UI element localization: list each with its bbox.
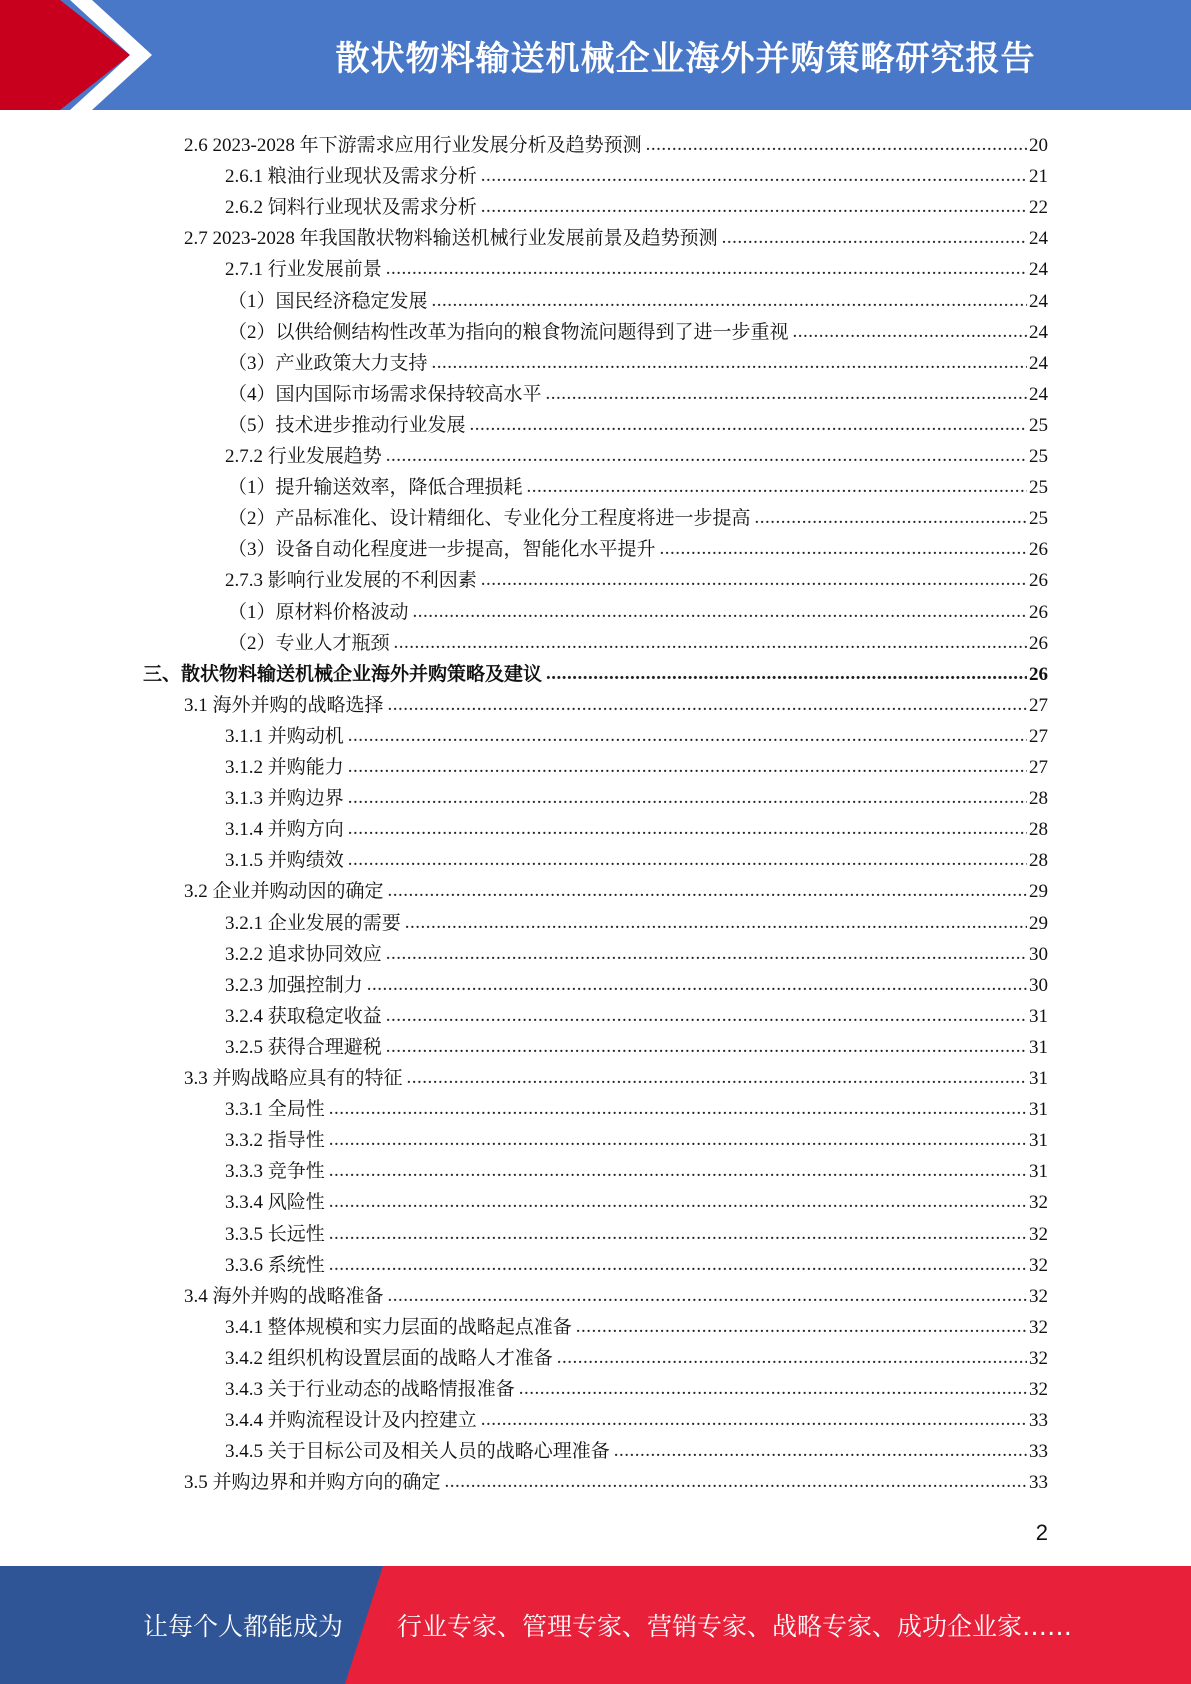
toc-entry[interactable] [225, 1183, 1048, 1214]
toc-entry-title: 3.4.2 组织机构设置层面的战略人才准备 [225, 1347, 553, 1369]
toc-dot-leader [348, 849, 1027, 871]
toc-entry-title: 3.2 企业并购动因的确定 [184, 881, 384, 903]
toc-entry-title: 3.1.3 并购边界 [225, 788, 344, 810]
toc-entry[interactable] [184, 219, 1048, 250]
toc-entry[interactable] [225, 966, 1048, 997]
toc-dot-leader [546, 383, 1027, 405]
toc-entry-title: （5）技术进步推动行业发展 [228, 414, 466, 436]
toc-dot-leader [405, 912, 1027, 934]
toc-entry[interactable] [184, 126, 1048, 157]
toc-entry-page: 27 [1029, 694, 1048, 716]
toc-entry-page: 26 [1029, 663, 1048, 685]
toc-entry[interactable] [184, 872, 1048, 903]
toc-entry-page: 24 [1029, 352, 1048, 374]
toc-entry-title: 3.2.1 企业发展的需要 [225, 912, 401, 934]
toc-entry-title: （3）产业政策大力支持 [228, 352, 428, 374]
toc-entry-page: 25 [1029, 414, 1048, 436]
toc-entry-title: 3.3.5 长远性 [225, 1223, 325, 1245]
toc-entry-page: 30 [1029, 974, 1048, 996]
toc-entry-title: 3.2.3 加强控制力 [225, 974, 363, 996]
toc-entry-title: 3.3.1 全局性 [225, 1099, 325, 1121]
toc-entry-page: 32 [1029, 1192, 1048, 1214]
toc-entry-page: 28 [1029, 850, 1048, 872]
toc-entry-title: （3）设备自动化程度进一步提高，智能化水平提升 [228, 539, 656, 561]
toc-entry[interactable] [228, 406, 1048, 437]
toc-dot-leader [722, 227, 1027, 249]
toc-entry[interactable] [228, 375, 1048, 406]
toc-entry[interactable] [228, 624, 1048, 655]
footer-slogan-right: 行业专家、管理专家、营销专家、战略专家、成功企业家…… [397, 1612, 1073, 1641]
toc-entry-title: 3.4.3 关于行业动态的战略情报准备 [225, 1379, 515, 1400]
toc-dot-leader [557, 1347, 1027, 1369]
toc-entry-title: 3.1.5 并购绩效 [225, 850, 344, 872]
toc-dot-leader [329, 1129, 1027, 1151]
toc-dot-leader [367, 974, 1027, 996]
toc-entry-page: 28 [1029, 788, 1048, 810]
toc-entry[interactable] [228, 282, 1048, 313]
toc-entry-title: （2）以供给侧结构性改革为指向的粮食物流问题得到了进一步重视 [228, 321, 789, 343]
toc-entry-title: 3.4 海外并购的战略准备 [184, 1285, 384, 1307]
toc-entry-title: 3.4.4 并购流程设计及内控建立 [225, 1410, 477, 1432]
toc-dot-leader [386, 1005, 1027, 1027]
toc-dot-leader [329, 1254, 1027, 1276]
toc-entry-title: 3.2.2 追求协同效应 [225, 943, 382, 965]
toc-entry[interactable] [225, 157, 1048, 188]
toc-entry-page: 29 [1029, 881, 1048, 903]
toc-entry-page: 32 [1029, 1223, 1048, 1245]
toc-entry-page: 24 [1029, 321, 1048, 343]
toc-entry-title: （2）产品标准化、设计精细化、专业化分工程度将进一步提高 [228, 508, 751, 530]
toc-entry-page: 22 [1029, 197, 1048, 219]
toc-entry-title: 2.7.1 行业发展前景 [225, 259, 382, 281]
toc-dot-leader [329, 1191, 1027, 1213]
toc-entry-page: 33 [1029, 1410, 1048, 1432]
toc-dot-leader [386, 1036, 1027, 1058]
toc-entry-title: 三、散状物料输送机械企业海外并购策略及建议 [143, 663, 543, 685]
toc-entry-page: 33 [1029, 1472, 1048, 1494]
toc-entry-page: 31 [1029, 1161, 1048, 1183]
toc-entry[interactable] [225, 437, 1048, 468]
toc-entry-title: 2.6 2023-2028 年下游需求应用行业发展分析及趋势预测 [184, 135, 642, 156]
report-title: 散状物料输送机械企业海外并购策略研究报告 [335, 38, 1036, 79]
toc-entry[interactable] [225, 997, 1048, 1028]
toc-dot-leader [388, 694, 1027, 716]
toc-entry-page: 31 [1029, 1036, 1048, 1058]
toc-entry-page: 26 [1029, 601, 1048, 623]
toc-entry-page: 24 [1029, 383, 1048, 405]
toc-entry[interactable] [225, 1152, 1048, 1183]
toc-entry-page: 30 [1029, 943, 1048, 965]
toc-entry-page: 32 [1029, 1316, 1048, 1338]
toc-entry[interactable] [228, 499, 1048, 530]
toc-entry[interactable] [184, 686, 1048, 717]
toc-dot-leader [386, 445, 1027, 467]
toc-entry-title: 3.4.1 整体规模和实力层面的战略起点准备 [225, 1316, 572, 1338]
toc-entry[interactable] [225, 1370, 1048, 1401]
toc-entry[interactable] [228, 530, 1048, 561]
toc-dot-leader [481, 165, 1027, 187]
toc-entry-title: （1）提升输送效率，降低合理损耗 [228, 477, 523, 499]
toc-dot-leader [394, 632, 1027, 654]
toc-entry[interactable] [184, 1277, 1048, 1308]
toc-entry-page: 27 [1029, 757, 1048, 778]
toc-dot-leader [481, 1409, 1027, 1431]
toc-entry-title: （1）国民经济稳定发展 [228, 290, 428, 312]
toc-entry-title: （4）国内国际市场需求保持较高水平 [228, 383, 542, 405]
toc-dot-leader [348, 756, 1027, 778]
toc-entry[interactable] [225, 841, 1048, 872]
toc-entry[interactable] [225, 561, 1048, 592]
toc-entry-title: 3.3.2 指导性 [225, 1130, 325, 1152]
toc-entry[interactable] [225, 1339, 1048, 1370]
toc-entry-title: 3.3.4 风险性 [225, 1192, 325, 1214]
toc-entry-title: 3.1.4 并购方向 [225, 819, 344, 841]
toc-dot-leader [348, 787, 1027, 809]
toc-entry[interactable] [228, 593, 1048, 624]
toc-entry-title: 2.7.2 行业发展趋势 [225, 446, 382, 467]
toc-entry-title: 3.1.1 并购动机 [225, 725, 344, 747]
toc-entry-page: 25 [1029, 446, 1048, 467]
toc-dot-leader [388, 1285, 1027, 1307]
toc-entry-page: 32 [1029, 1347, 1048, 1369]
toc-dot-leader [519, 1378, 1027, 1400]
toc-dot-leader [793, 321, 1027, 343]
toc-entry[interactable] [225, 779, 1048, 810]
toc-entry-page: 25 [1029, 477, 1048, 499]
toc-entry[interactable] [225, 1215, 1048, 1246]
toc-entry-page: 31 [1029, 1005, 1048, 1027]
toc-dot-leader [386, 943, 1027, 965]
toc-entry-page: 27 [1029, 725, 1048, 747]
toc-entry[interactable] [228, 313, 1048, 344]
toc-entry-title: 2.7.3 影响行业发展的不利因素 [225, 570, 477, 592]
toc-entry-title: 3.1 海外并购的战略选择 [184, 694, 384, 716]
toc-entry[interactable] [225, 1401, 1048, 1432]
toc-entry-page: 32 [1029, 1285, 1048, 1307]
toc-dot-leader [329, 1098, 1027, 1120]
toc-dot-leader [470, 414, 1027, 436]
toc-entry-page: 25 [1029, 508, 1048, 530]
toc-dot-leader [386, 258, 1027, 280]
toc-dot-leader [329, 1160, 1027, 1182]
toc-entry-page: 29 [1029, 912, 1048, 934]
toc-entry[interactable] [225, 717, 1048, 748]
toc-entry-title: （2）专业人才瓶颈 [228, 632, 390, 654]
toc-entry[interactable] [225, 250, 1048, 281]
toc-entry-page: 24 [1029, 259, 1048, 281]
toc-dot-leader [445, 1471, 1027, 1493]
toc-entry-page: 20 [1029, 135, 1048, 156]
toc-dot-leader [527, 476, 1027, 498]
toc-entry-page: 31 [1029, 1099, 1048, 1121]
toc-entry-page: 24 [1029, 228, 1048, 250]
toc-entry[interactable] [225, 188, 1048, 219]
toc-entry-page: 32 [1029, 1254, 1048, 1276]
toc-entry[interactable] [225, 904, 1048, 935]
toc-entry-title: 2.6.2 饲料行业现状及需求分析 [225, 197, 477, 219]
toc-entry-page: 31 [1029, 1130, 1048, 1152]
toc-entry[interactable] [225, 1308, 1048, 1339]
toc-entry[interactable] [225, 1121, 1048, 1152]
toc-entry-title: 3.3.3 竞争性 [225, 1161, 325, 1183]
toc-dot-leader [413, 601, 1027, 623]
toc-dot-leader [348, 725, 1027, 747]
toc-entry[interactable] [143, 655, 1048, 686]
toc-entry[interactable] [225, 1090, 1048, 1121]
toc-dot-leader [388, 880, 1027, 902]
toc-dot-leader [432, 290, 1027, 312]
toc-dot-leader [481, 196, 1027, 218]
toc-entry[interactable] [225, 1246, 1048, 1277]
toc-entry-title: 3.2.5 获得合理避税 [225, 1036, 382, 1058]
toc-entry-page: 26 [1029, 632, 1048, 654]
toc-dot-leader [614, 1440, 1027, 1462]
toc-entry-page: 28 [1029, 819, 1048, 841]
toc-entry-title: 3.3 并购战略应具有的特征 [184, 1068, 403, 1089]
toc-entry-title: 3.1.2 并购能力 [225, 757, 344, 778]
toc-dot-leader [646, 134, 1027, 156]
toc-entry-title: 3.3.6 系统性 [225, 1254, 325, 1276]
toc-entry-title: 2.7 2023-2028 年我国散状物料输送机械行业发展前景及趋势预测 [184, 228, 718, 250]
toc-entry-title: （1）原材料价格波动 [228, 601, 409, 623]
toc-dot-leader [481, 569, 1027, 591]
page-header [0, 0, 1191, 110]
toc-dot-leader [432, 352, 1027, 374]
toc-dot-leader [329, 1223, 1027, 1245]
toc-entry-page: 26 [1029, 539, 1048, 561]
toc-entry[interactable] [225, 1432, 1048, 1463]
toc-entry-page: 32 [1029, 1379, 1048, 1400]
toc-entry-page: 24 [1029, 290, 1048, 312]
toc-entry[interactable] [228, 344, 1048, 375]
toc-entry-title: 2.6.1 粮油行业现状及需求分析 [225, 166, 477, 188]
toc-entry-page: 21 [1029, 166, 1048, 188]
toc-entry[interactable] [184, 1059, 1048, 1090]
toc-entry[interactable] [225, 1028, 1048, 1059]
toc-dot-leader [755, 507, 1027, 529]
toc-entry-page: 31 [1029, 1068, 1048, 1089]
toc-entry-title: 3.4.5 关于目标公司及相关人员的战略心理准备 [225, 1441, 610, 1463]
toc-dot-leader [546, 663, 1027, 685]
footer-slogan-left: 让每个人都能成为 [143, 1612, 344, 1641]
toc-dot-leader [348, 818, 1027, 840]
toc-entry-title: 3.5 并购边界和并购方向的确定 [184, 1472, 441, 1494]
page-number: 2 [1035, 1520, 1048, 1545]
toc-dot-leader [576, 1316, 1027, 1338]
toc-entry[interactable] [225, 935, 1048, 966]
toc-dot-leader [660, 538, 1027, 560]
toc-entry-title: 3.2.4 获取稳定收益 [225, 1005, 382, 1027]
toc-entry[interactable] [225, 810, 1048, 841]
toc-entry[interactable] [228, 468, 1048, 499]
toc-entry-page: 26 [1029, 570, 1048, 592]
toc-entry-page: 33 [1029, 1441, 1048, 1463]
toc-entry[interactable] [225, 748, 1048, 779]
toc-entry[interactable] [184, 1463, 1048, 1494]
page-footer [0, 1566, 1191, 1684]
toc-dot-leader [407, 1067, 1027, 1089]
